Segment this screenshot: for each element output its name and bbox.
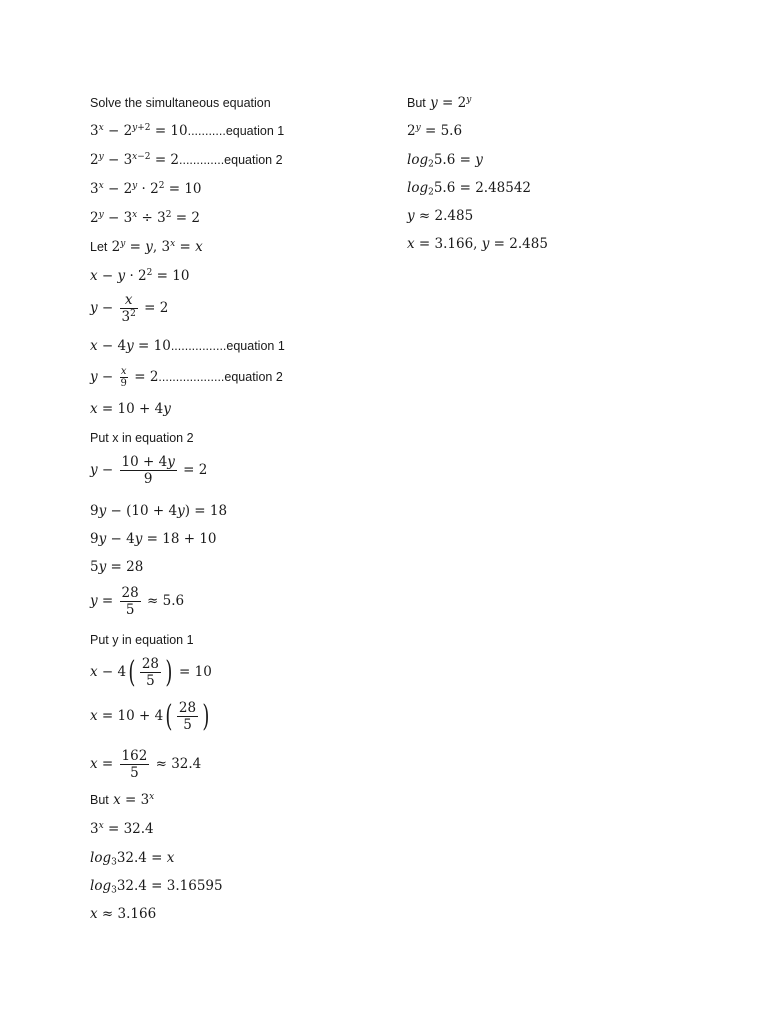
equation-line: But $y = 2^y$ xyxy=(407,95,472,111)
equation-line: y − $\frac{x}{9}$ = 2...................equation 2 xyxy=(90,366,283,389)
equation-line: $3^x - 2^{y+2}$ = 10...........equation 1 xyxy=(90,123,285,139)
equation-line: y ≈ 2.485 xyxy=(407,208,474,224)
equation-line: $\log_332.4 = 3.16595$ xyxy=(90,878,223,896)
equation-line: $\log_332.4 = x$ xyxy=(90,850,175,868)
equation-line: x = $\frac{162}{5}$ ≈ 32.4 xyxy=(90,748,202,781)
equation-line: $2^y - 3^{x-2}$ = 2.............equation 2 xyxy=(90,152,283,168)
equation-line: $3^x = 32.4$ xyxy=(90,821,154,837)
equation-line: $\log_25.6 = 2.48542$ xyxy=(407,180,532,198)
equation-line: 9y − 4y = 18 + 10 xyxy=(90,531,217,547)
equation-line: $\log_25.6 = y$ xyxy=(407,152,483,170)
equation-line: x ≈ 3.166 xyxy=(90,906,157,922)
final-answer: x = 3.166, y = 2.485 xyxy=(407,236,548,252)
equation-line: x − 4y = 10................equation 1 xyxy=(90,338,285,354)
equation-line: y − $\frac{x}{3^2}$ = 2 xyxy=(90,292,169,325)
equation-line: y − $\frac{10 + 4y}{9}$ = 2 xyxy=(90,454,208,487)
equation-line: 5y = 28 xyxy=(90,559,144,575)
equation-line: Let $2^y = y$, $3^x = x$ xyxy=(90,239,203,255)
equation-line: $2^y - 3^x \div 3^2 = 2$ xyxy=(90,210,200,226)
problem-statement: Solve the simultaneous equation xyxy=(90,96,271,110)
equation-line: $3^x - 2^y \cdot 2^2 = 10$ xyxy=(90,181,202,197)
equation-line: $2^y = 5.6$ xyxy=(407,123,463,139)
step-text: Put y in equation 1 xyxy=(90,633,194,647)
step-text: Put x in equation 2 xyxy=(90,431,194,445)
equation-line: y = $\frac{28}{5}$ ≈ 5.6 xyxy=(90,585,185,618)
equation-line: x − 4( $\frac{28}{5}$ ) = 10 xyxy=(90,654,212,690)
equation-line: 9y − (10 + 4y) = 18 xyxy=(90,503,228,519)
equation-line: $x - y \cdot 2^2 = 10$ xyxy=(90,268,190,284)
equation-line: x = 10 + 4y xyxy=(90,401,171,417)
equation-line: x = 10 + 4( $\frac{28}{5}$ ) xyxy=(90,698,210,734)
equation-line: But $x = 3^x$ xyxy=(90,792,155,808)
